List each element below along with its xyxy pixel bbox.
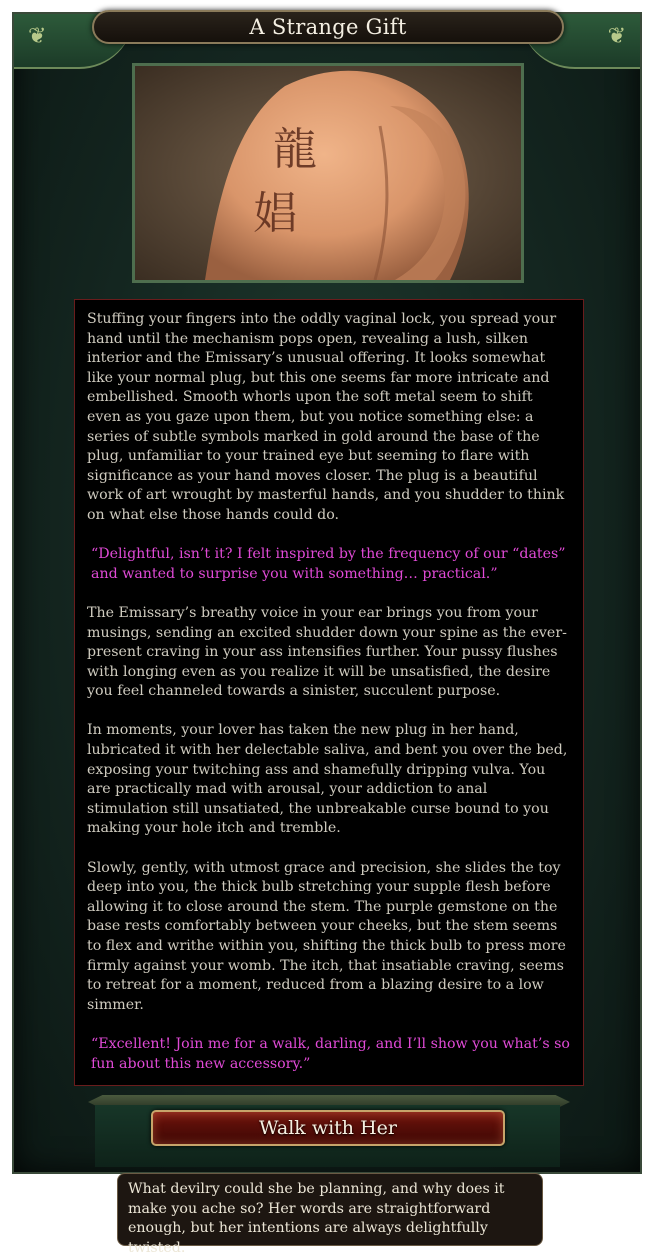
art-glyph-top: 龍 <box>273 124 317 175</box>
narration-paragraph: In moments, your lover has taken the new plug in her hand, lubricated it with her delectable saliva, and bent you over the bed, exposing your twitching ass and shamefully dripping vulva. You are practically mad with arousal, your addiction to anal stimulation still unsatiated, the unbreakable curse bound to you making your hole itch and tremble. <box>87 722 568 837</box>
event-title-bar <box>92 10 564 44</box>
walk-with-her-button[interactable] <box>151 1110 505 1146</box>
dragon-ornament-right-icon: ❦ <box>520 14 640 69</box>
event-illustration <box>132 63 524 283</box>
narration-paragraph: Slowly, gently, with utmost grace and precision, she slides the toy deep into you, the thick bulb stretching your supple flesh before allowing it to close around the stem. The purple gemstone on the base rests comfortably between your cheeks, but the stem seems to flex and writhe within you, shifting the thick bulb to press more firmly against your womb. The itch, that insatiable craving, seems to retreat for a moment, reduced from a blazing desire to a low simmer. <box>87 859 566 1013</box>
event-title: A Strange Gift <box>249 15 407 39</box>
illustration-art <box>135 66 521 280</box>
speech-paragraph: “Excellent! Join me for a walk, darling, and I’ll show you what’s so fun about this new accessory.” <box>91 1035 570 1072</box>
art-glyph-bottom: 娼 <box>253 188 297 239</box>
option-tooltip <box>117 1173 543 1256</box>
walk-with-her-label: Walk with Her <box>259 1117 397 1139</box>
narration-paragraph: The Emissary’s breathy voice in your ear brings you from your musings, sending an excited shudder down your spine as the ever-present craving in your ass intensifies further. Your pussy flushes with longing even as you realize it will be unsatisfied, the desire you feel channeled towards a sinister, succulent purpose. <box>87 604 567 700</box>
tooltip-text: What devilry could she be planning, and why does it make you ache so? Her words are straightforward enough, but her intentions are always delightfully twisted. <box>128 1181 505 1256</box>
event-description <box>74 299 584 1086</box>
narration-paragraph: Stuffing your fingers into the oddly vaginal lock, you spread your hand until the mechanism pops open, revealing a lush, silken interior and the Emissary’s unusual offering. It looks somewhat like your normal plug, but this one seems far more intricate and embellished. Smooth whorls upon the soft metal seem to shift even as you gaze upon them, but you notice something else: a series of subtle symbols marked in gold around the base of the plug, unfamiliar to your trained eye but seeming to flare with significance as your hand moves closer. The plug is a beautiful work of art wrought by masterful hands, and you shudder to think on what else those hands could do. <box>87 311 565 523</box>
dragon-ornament-left-icon: ❦ <box>14 14 134 69</box>
speech-paragraph: “Delightful, isn’t it? I felt inspired by the frequency of our “dates” and wanted to surprise you with something… practical.” <box>91 546 566 582</box>
